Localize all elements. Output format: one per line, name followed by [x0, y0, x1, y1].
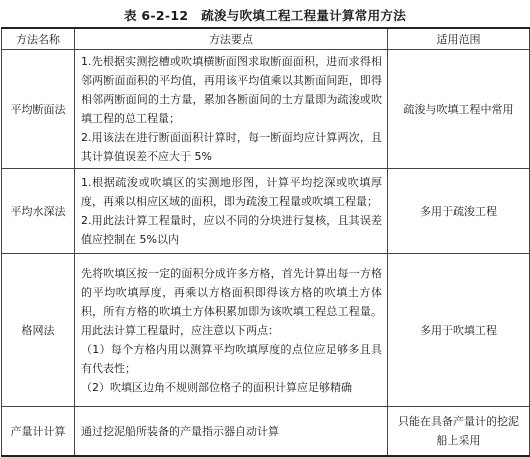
- method-points: [75, 407, 388, 457]
- point-text: 通过挖泥船所装备的产量指示器自动计算: [81, 424, 279, 438]
- method-name: 产量计计算: [2, 407, 75, 457]
- method-name: 格网法: [2, 254, 75, 407]
- point-text: （1）每个方格内用以测算平均吹填厚度的点位应足够多且具有代表性；: [81, 342, 382, 375]
- methods-table: [1, 27, 530, 457]
- method-scope: 疏浚与吹填工程中常用: [388, 50, 530, 169]
- table-header-row: [2, 28, 530, 50]
- point-text: 2.用该法在进行断面面积计算时，每一断面均应计算两次，且其计算值误差不应大于 5%: [81, 131, 382, 163]
- method-points: [75, 50, 388, 169]
- method-points: [75, 169, 388, 254]
- point-text: 2.用此法计算工程量时，应以不同的分块进行复核，且其误差值应控制在 5%以内: [81, 214, 382, 246]
- table-row: [2, 407, 530, 457]
- point-text: 1.根据疏浚或吹填区的实测地形图，计算平均挖深或吹填厚度，再乘以相应区域的面积，即为疏浚工程量或吹填工程量；: [81, 176, 382, 208]
- table-title: 表 6-2-12 疏浚与吹填工程工程量计算常用方法: [123, 8, 407, 23]
- point-text: 1.先根据实测挖槽或吹填横断面图求取断面面积，进而求得相邻两断面面积的平均值，再用该平均值乘以其断面间距，即得相邻两断面间的土方量，累加各断面间的土方量即为疏浚或吹填工程的总工程量；: [81, 55, 382, 125]
- table-row: [2, 50, 530, 169]
- method-name: 平均断面法: [2, 50, 75, 169]
- point-text: （2）吹填区边角不规则部位格子的面积计算应足够精确: [81, 380, 352, 394]
- method-scope: 多用于吹填工程: [388, 254, 530, 407]
- point-text: 先将吹填区按一定的面积分成许多方格，首先计算出每一方格的平均吹填厚度，再乘以方格面积即得该方格的吹填土方体积，所有方格的吹填土方体积累加即为该吹填工程总工程量。用此法计算工程量时，应注意以下两点：: [81, 266, 382, 337]
- method-scope: 只能在具备产量计的挖泥船上采用: [388, 407, 530, 457]
- method-name: 平均水深法: [2, 169, 75, 254]
- header-method: 方法名称: [2, 28, 75, 50]
- table-row: [2, 169, 530, 254]
- header-scope: 适用范围: [388, 28, 530, 50]
- method-points: [75, 254, 388, 407]
- header-key-points: 方法要点: [75, 28, 388, 50]
- method-scope: 多用于疏浚工程: [388, 169, 530, 254]
- table-row: [2, 254, 530, 407]
